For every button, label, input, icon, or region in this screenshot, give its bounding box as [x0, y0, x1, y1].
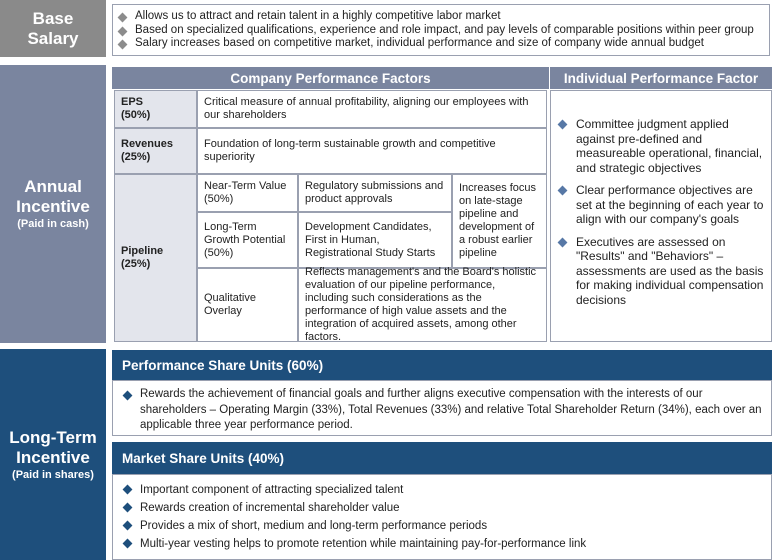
- list-item: Allows us to attract and retain talent in a highly competitive labor market: [113, 10, 769, 24]
- list-item: Important component of attracting specialized talent: [113, 481, 771, 499]
- pipeline-label: Pipeline: [121, 245, 164, 257]
- long-term-incentive-title-2: Incentive: [16, 447, 90, 467]
- diamond-bullet-icon: [118, 26, 128, 36]
- list-item: Rewards the achievement of financial goals and further aligns executive compensation with the interests of our shareholders – Operating Margin (33%), Total Revenues (33%) and relative Total Shareholder Return (34%), each over an applicable three year performance period.: [113, 387, 763, 434]
- diamond-bullet-icon: [558, 120, 568, 130]
- pipeline-weight: (25%): [121, 258, 151, 270]
- revenues-label-cell: [114, 128, 197, 174]
- base-salary-bullets: [113, 10, 769, 51]
- revenues-description-cell: [197, 128, 547, 174]
- diamond-bullet-icon: [123, 539, 133, 549]
- pipeline-focus-cell: [452, 174, 547, 268]
- diamond-bullet-icon: [123, 503, 133, 513]
- company-factors-header: Company Performance Factors: [112, 67, 549, 89]
- individual-factor-box: [550, 90, 772, 342]
- pipeline-focus-note: Increases focus on late-stage pipeline and development of a robust earlier pipeline: [459, 182, 537, 259]
- long-term-incentive-subtitle: (Paid in shares): [12, 468, 94, 481]
- long-term-incentive-title: Long-Term: [9, 427, 97, 447]
- near-term-desc-cell: [298, 174, 452, 212]
- eps-description-cell: [197, 90, 547, 128]
- base-salary-title: Base: [32, 8, 74, 28]
- long-term-label-cell: [197, 212, 298, 268]
- qualitative-label-cell: [197, 268, 298, 342]
- diamond-bullet-icon: [118, 40, 128, 50]
- long-term-label: Long-Term Growth Potential (50%): [204, 220, 286, 259]
- list-item: Based on specialized qualifications, experience and role impact, and pay levels of comparable positions within peer group: [113, 24, 769, 38]
- diamond-bullet-icon: [558, 186, 568, 196]
- qualitative-label: Qualitative Overlay: [204, 292, 256, 317]
- diamond-bullet-icon: [123, 521, 133, 531]
- diamond-bullet-icon: [123, 391, 133, 401]
- list-item: Clear performance objectives are set at the beginning of each year to align with our company's goals: [551, 183, 765, 227]
- qualitative-desc-cell: [298, 268, 547, 342]
- near-term-desc: Regulatory submissions and product approvals: [305, 180, 444, 205]
- base-salary-label: [0, 0, 106, 57]
- eps-description: Critical measure of annual profitability, aligning our employees with our shareholders: [204, 96, 529, 121]
- long-term-desc-cell: [298, 212, 452, 268]
- pipeline-label-cell: [114, 174, 197, 342]
- list-item: Salary increases based on competitive market, individual performance and size of company wide annual budget: [113, 37, 769, 51]
- eps-label-cell: [114, 90, 197, 128]
- list-item: Rewards creation of incremental shareholder value: [113, 499, 771, 517]
- long-term-incentive-label: [0, 349, 106, 560]
- psu-header: Performance Share Units (60%): [112, 350, 772, 380]
- near-term-label: Near-Term Value (50%): [204, 180, 287, 205]
- revenues-label: Revenues: [121, 138, 173, 150]
- qualitative-desc: Reflects management's and the Board's holistic evaluation of our pipeline performance, including such considerations as the performance of high value assets and the integration of acquired assets, among other factors.: [305, 266, 537, 343]
- revenues-description: Foundation of long-term sustainable growth and competitive superiority: [204, 138, 496, 163]
- list-item: Executives are assessed on "Results" and "Behaviors" – assessments are used as the basis for making individual compensation decisions: [551, 235, 765, 308]
- annual-incentive-title: Annual: [24, 177, 82, 196]
- msu-body: [112, 474, 772, 560]
- annual-incentive-subtitle: (Paid in cash): [17, 218, 89, 230]
- near-term-label-cell: [197, 174, 298, 212]
- diamond-bullet-icon: [123, 485, 133, 495]
- eps-weight: (50%): [121, 109, 151, 121]
- revenues-weight: (25%): [121, 151, 151, 163]
- annual-incentive-title-2: Incentive: [16, 197, 90, 216]
- individual-factor-header: Individual Performance Factor: [550, 67, 772, 89]
- long-term-desc: Development Candidates, First in Human, Registrational Study Starts: [305, 220, 436, 259]
- psu-body: [112, 380, 772, 436]
- msu-header: Market Share Units (40%): [112, 442, 772, 474]
- list-item: Provides a mix of short, medium and long-term performance periods: [113, 517, 771, 535]
- diamond-bullet-icon: [118, 13, 128, 23]
- base-salary-title-2: Salary: [27, 28, 79, 48]
- list-item: Multi-year vesting helps to promote retention while maintaining pay-for-performance link: [113, 535, 771, 553]
- annual-incentive-label: [0, 65, 106, 343]
- diamond-bullet-icon: [558, 237, 568, 247]
- eps-label: EPS: [121, 96, 144, 108]
- individual-factor-bullets: [551, 117, 765, 307]
- base-salary-box: [112, 4, 770, 56]
- list-item: Committee judgment applied against pre-defined and measureable operational, financial, and strategic objectives: [551, 117, 765, 175]
